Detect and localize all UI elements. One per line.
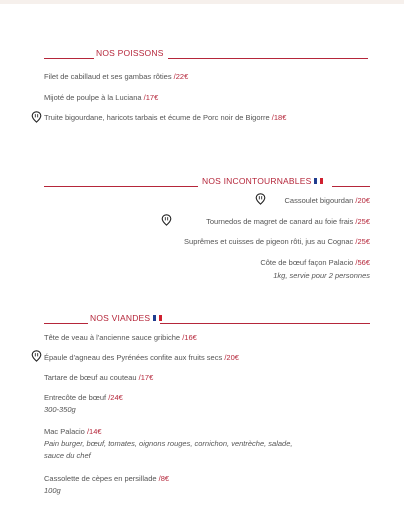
- section-title-viandes: NOS VIANDES: [90, 313, 162, 323]
- section-title-incontournables: NOS INCONTOURNABLES: [202, 176, 323, 186]
- menu-item-truite: Truite bigourdane, haricots tarbais et écume de Porc noir de Bigorre /18€: [44, 113, 287, 122]
- menu-item-mac-palacio: Mac Palacio /14€: [44, 427, 102, 436]
- menu-item-note: sauce du chef: [44, 451, 91, 460]
- top-band: [0, 0, 404, 4]
- french-flag-icon: [314, 176, 323, 186]
- french-flag-icon: [153, 313, 162, 323]
- menu-item-note: 100g: [44, 486, 61, 495]
- section-heading-poissons: [44, 48, 368, 60]
- menu-item-poulpe: Mijoté de poulpe à la Luciana /17€: [44, 93, 159, 102]
- menu-item-cabillaud: Filet de cabillaud et ses gambas rôties /22€: [44, 72, 189, 81]
- menu-item-entrecote: Entrecôte de bœuf /24€: [44, 393, 123, 402]
- map-pin-icon: [161, 214, 172, 226]
- menu-item-epaule-agneau: Épaule d'agneau des Pyrénées confite aux fruits secs /20€: [44, 353, 239, 362]
- menu-item-pigeon: Suprêmes et cuisses de pigeon rôti, jus au Cognac /25€: [184, 237, 370, 246]
- menu-item-note: 1kg, servie pour 2 personnes: [273, 271, 370, 280]
- menu-item-cassoulet: Cassoulet bigourdan /20€: [284, 196, 370, 205]
- section-heading-incontournables: [44, 176, 370, 188]
- menu-item-note: Pain burger, bœuf, tomates, oignons rouges, cornichon, ventrèche, salade,: [44, 439, 293, 448]
- menu-item-cote-de-boeuf: Côte de bœuf façon Palacio /56€: [260, 258, 370, 267]
- section-heading-viandes: [44, 313, 370, 325]
- map-pin-icon: [255, 193, 266, 205]
- menu-item-note: 300-350g: [44, 405, 76, 414]
- menu-item-tete-de-veau: Tête de veau à l'ancienne sauce gribiche /16€: [44, 333, 197, 342]
- menu-item-tournedos: Tournedos de magret de canard au foie frais /25€: [206, 217, 370, 226]
- map-pin-icon: [31, 350, 42, 362]
- menu-item-tartare: Tartare de bœuf au couteau /17€: [44, 373, 154, 382]
- menu-item-cassolette: Cassolette de cèpes en persillade /8€: [44, 474, 170, 483]
- section-title-poissons: NOS POISSONS: [96, 48, 164, 58]
- map-pin-icon: [31, 111, 42, 123]
